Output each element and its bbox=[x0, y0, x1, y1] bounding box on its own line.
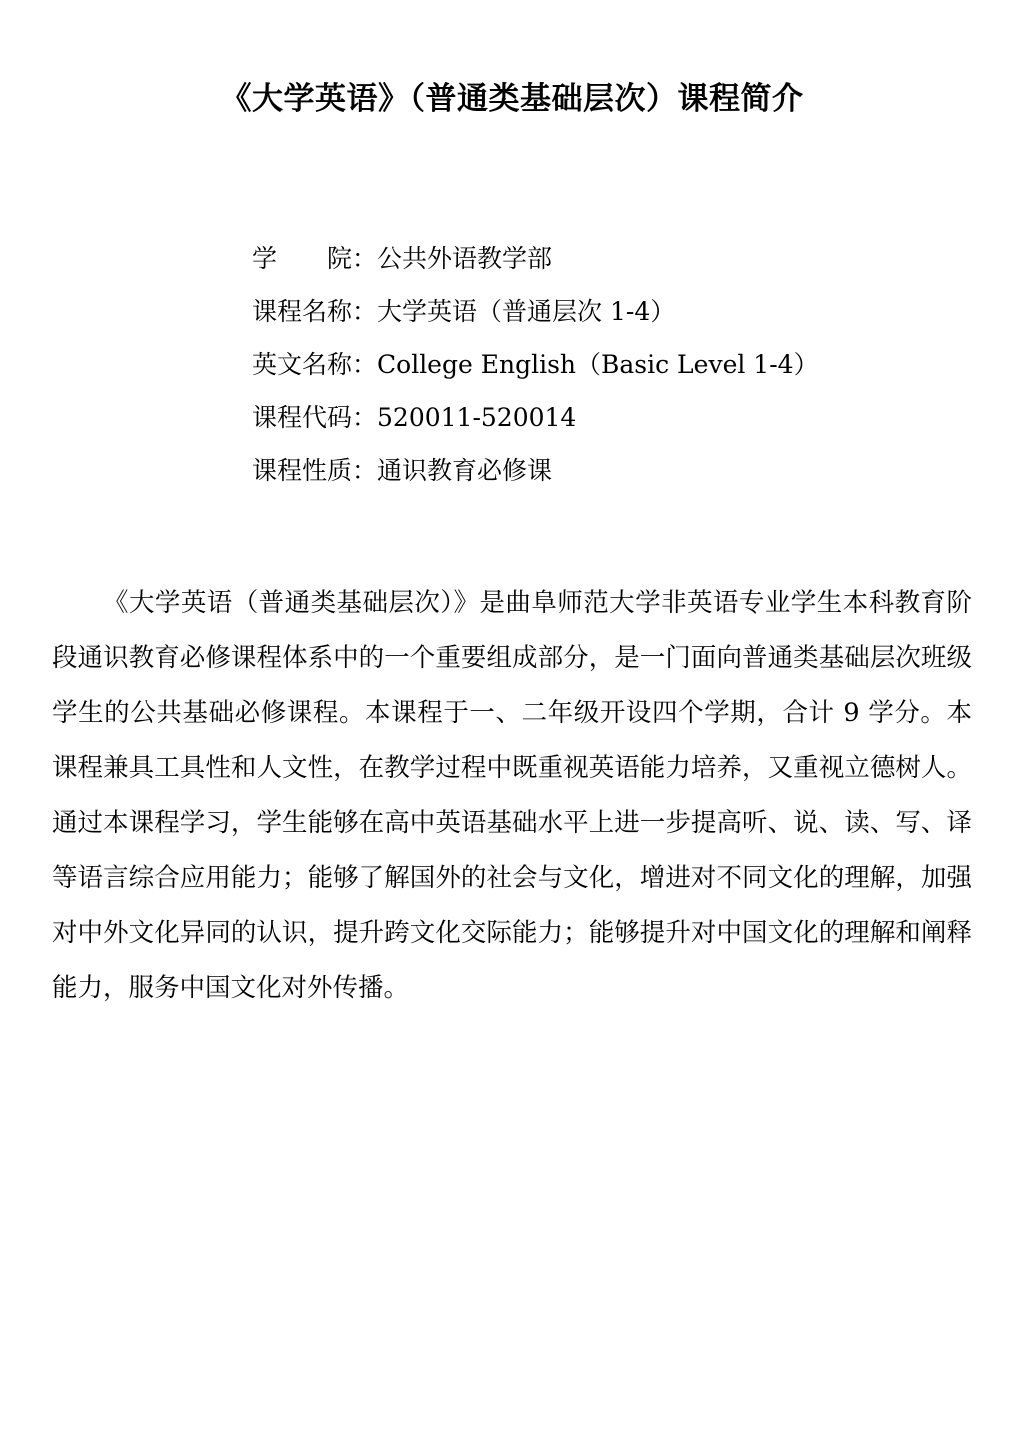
info-label-course-name: 课程名称： bbox=[252, 297, 378, 326]
info-row-course-code bbox=[252, 391, 952, 444]
info-value-course-name: 大学英语（普通层次 1-4） bbox=[377, 297, 676, 326]
info-value-college: 公共外语教学部 bbox=[377, 244, 553, 273]
info-label-college: 学 院： bbox=[252, 244, 378, 273]
info-value-course-code: 520011-520014 bbox=[377, 403, 577, 432]
course-info-block bbox=[252, 232, 952, 497]
info-label-course-code: 课程代码： bbox=[252, 403, 378, 432]
info-row-course-type bbox=[252, 444, 952, 497]
info-row-english-name bbox=[252, 338, 952, 391]
info-value-course-type: 通识教育必修课 bbox=[377, 456, 553, 485]
info-value-english-name: College English（Basic Level 1-4） bbox=[377, 350, 819, 379]
course-description-paragraph: 《大学英语（普通类基础层次）》是曲阜师范大学非英语专业学生本科教育阶段通识教育必修课程体系中的一个重要组成部分，是一门面向普通类基础层次班级学生的公共基础必修课程。本课程于一、二年级开设四个学期，合计 9 学分。本课程兼具工具性和人文性，在教学过程中既重视英语能力培养，又重视立德树人。通过本课程学习，学生能够在高中英语基础水平上进一步提高听、说、读、写、译等语言综合应用能力；能够了解国外的社会与文化，增进对不同文化的理解，加强对中外文化异同的认识，提升跨文化交际能力；能够提升对中国文化的理解和阐释能力，服务中国文化对外传播。 bbox=[52, 587, 972, 1003]
page-title: 《大学英语》（普通类基础层次）课程简介 bbox=[220, 80, 804, 117]
info-label-course-type: 课程性质： bbox=[252, 456, 378, 485]
info-row-course-name bbox=[252, 285, 952, 338]
info-label-english-name: 英文名称： bbox=[252, 350, 378, 379]
info-row-college bbox=[252, 232, 952, 285]
